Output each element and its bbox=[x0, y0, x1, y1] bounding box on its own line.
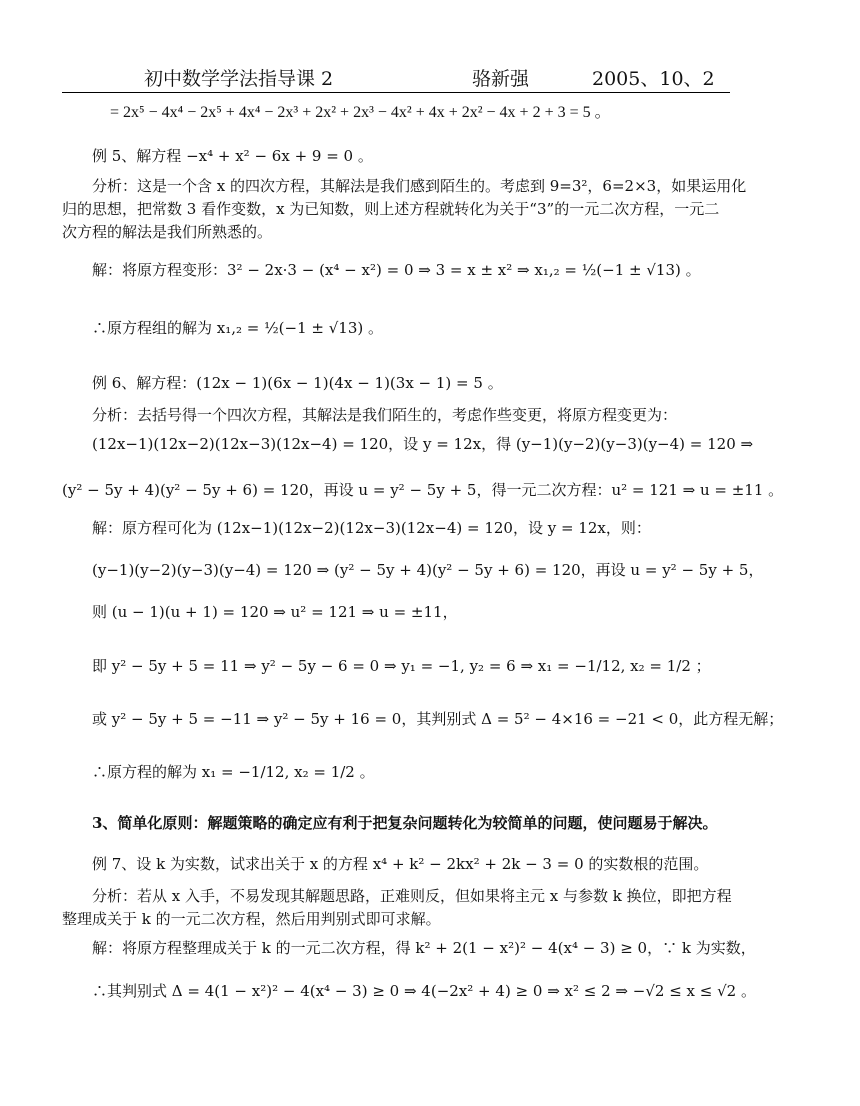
solution-conclusion: ∴原方程的解为 x₁ = −1/12, x₂ = 1/2 。 bbox=[92, 763, 375, 781]
analysis-text: 归的思想，把常数 3 看作变数，x 为已知数，则上述方程就转化为关于“3”的一元二次方程，一元二 bbox=[62, 200, 720, 218]
solution-text: 解：原方程可化为 (12x−1)(12x−2)(12x−3)(12x−4) = 120，设 y = 12x，则： bbox=[92, 519, 651, 537]
solution-text: 解：将原方程变形：3² − 2x·3 − (x⁴ − x²) = 0 ⇒ 3 = x ± x² ⇒ x₁,₂ = ½(−1 ± √13) 。 bbox=[92, 261, 701, 279]
analysis-text: (12x−1)(12x−2)(12x−3)(12x−4) = 120，设 y = 12x，得 (y−1)(y−2)(y−3)(y−4) = 120 ⇒ bbox=[92, 435, 754, 453]
solution-text: 则 (u − 1)(u + 1) = 120 ⇒ u² = 121 ⇒ u = ±11， bbox=[92, 603, 458, 621]
header-date: 2005、10、2 bbox=[592, 68, 715, 90]
example-6-heading: 例 6、解方程：(12x − 1)(6x − 1)(4x − 1)(3x − 1) = 5 。 bbox=[92, 374, 503, 392]
analysis-text: 整理成关于 k 的一元二次方程，然后用判别式即可求解。 bbox=[62, 910, 441, 928]
solution-conclusion: ∴其判别式 Δ = 4(1 − x²)² − 4(x⁴ − 3) ≥ 0 ⇒ 4(−2x² + 4) ≥ 0 ⇒ x² ≤ 2 ⇒ −√2 ≤ x ≤ √2 。 bbox=[92, 982, 756, 1000]
solution-conclusion: ∴原方程组的解为 x₁,₂ = ½(−1 ± √13) 。 bbox=[92, 319, 383, 337]
header-title: 初中数学学法指导课 2 bbox=[144, 68, 334, 90]
page-header bbox=[62, 62, 730, 93]
analysis-text: 分析：这是一个含 x 的四次方程，其解法是我们感到陌生的。考虑到 9=3²，6=2×3，如果运用化 bbox=[92, 177, 747, 195]
analysis-text: 分析：去括号得一个四次方程，其解法是我们陌生的，考虑作些变更，将原方程变更为： bbox=[92, 406, 678, 424]
example-5-heading: 例 5、解方程 −x⁴ + x² − 6x + 9 = 0 。 bbox=[92, 147, 373, 165]
analysis-text: (y² − 5y + 4)(y² − 5y + 6) = 120，再设 u = y² − 5y + 5，得一元二次方程：u² = 121 ⇒ u = ±11 。 bbox=[62, 481, 784, 499]
example-7-heading: 例 7、设 k 为实数，试求出关于 x 的方程 x⁴ + k² − 2kx² + 2k − 3 = 0 的实数根的范围。 bbox=[92, 855, 709, 873]
solution-text: 或 y² − 5y + 5 = −11 ⇒ y² − 5y + 16 = 0，其判别式 Δ = 5² − 4×16 = −21 < 0，此方程无解； bbox=[92, 710, 784, 728]
section-3-heading: 3、简单化原则：解题策略的确定应有利于把复杂问题转化为较简单的问题，使问题易于解决。 bbox=[92, 814, 718, 832]
solution-text: 即 y² − 5y + 5 = 11 ⇒ y² − 5y − 6 = 0 ⇒ y₁ = −1, y₂ = 6 ⇒ x₁ = −1/12, x₂ = 1/2 ； bbox=[92, 657, 711, 675]
header-author: 骆新强 bbox=[472, 68, 530, 90]
equation-continuation: = 2x⁵ − 4x⁴ − 2x⁵ + 4x⁴ − 2x³ + 2x² + 2x³ − 4x² + 4x + 2x² − 4x + 2 + 3 = 5 。 bbox=[110, 104, 611, 121]
solution-text: 解：将原方程整理成关于 k 的一元二次方程，得 k² + 2(1 − x²)² − 4(x⁴ − 3) ≥ 0，∵ k 为实数， bbox=[92, 939, 756, 957]
analysis-text: 次方程的解法是我们所熟悉的。 bbox=[62, 223, 273, 241]
analysis-text: 分析：若从 x 入手，不易发现其解题思路，正难则反，但如果将主元 x 与参数 k 换位，即把方程 bbox=[92, 887, 732, 905]
solution-text: (y−1)(y−2)(y−3)(y−4) = 120 ⇒ (y² − 5y + 4)(y² − 5y + 6) = 120，再设 u = y² − 5y + 5， bbox=[92, 561, 764, 579]
